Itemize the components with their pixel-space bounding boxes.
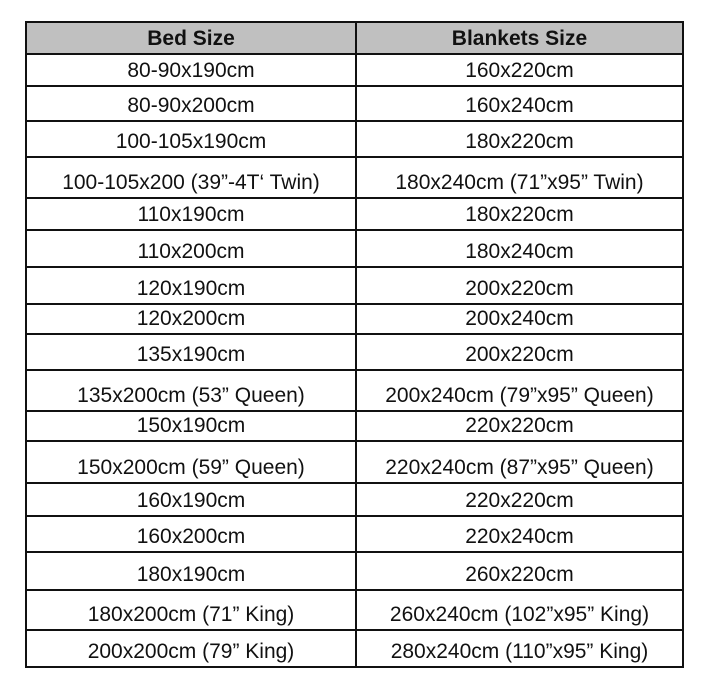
blanket-size-cell: [356, 516, 683, 552]
header-bed-size: Bed Size: [26, 22, 356, 54]
bed-size-text: 100-105x200 (39”-4T‘ Twin): [62, 171, 320, 194]
bed-size-cell: [26, 441, 356, 483]
table-row: [26, 334, 683, 370]
bed-size-cell: [26, 86, 356, 121]
bed-size-text: 80-90x200cm: [127, 94, 255, 117]
bed-size-text: 180x200cm (71” King): [87, 603, 295, 626]
blanket-size-cell: [356, 552, 683, 590]
blanket-size-cell: [356, 590, 683, 630]
bed-size-cell: [26, 483, 356, 516]
table-row: [26, 516, 683, 552]
blanket-size-text: 160x220cm: [465, 59, 574, 82]
bed-size-text: 200x200cm (79” King): [87, 640, 295, 663]
table-row: [26, 86, 683, 121]
bed-size-cell: [26, 552, 356, 590]
bed-size-cell: [26, 370, 356, 411]
bed-size-text: 150x200cm (59” Queen): [77, 456, 305, 479]
blanket-size-text: 180x240cm (71”x95” Twin): [395, 171, 644, 194]
table-row: [26, 198, 683, 230]
bed-size-cell: [26, 198, 356, 230]
bed-size-text: 100-105x190cm: [115, 130, 267, 153]
blanket-size-cell: [356, 334, 683, 370]
table-row: [26, 121, 683, 157]
blanket-size-text: 220x220cm: [465, 414, 574, 437]
table-row: [26, 230, 683, 267]
table-row: [26, 552, 683, 590]
blanket-size-text: 180x220cm: [465, 203, 574, 226]
bed-size-text: 160x190cm: [136, 489, 246, 512]
bed-size-text: 150x190cm: [136, 414, 246, 437]
blanket-size-cell: [356, 157, 683, 198]
bed-size-cell: [26, 54, 356, 86]
bed-size-cell: [26, 630, 356, 667]
table-row: [26, 441, 683, 483]
blanket-size-cell: [356, 483, 683, 516]
blanket-size-cell: [356, 121, 683, 157]
bed-size-cell: [26, 590, 356, 630]
bed-size-text: 160x200cm: [136, 525, 246, 548]
blanket-size-cell: [356, 267, 683, 304]
table-row: [26, 411, 683, 441]
blanket-size-text: 160x240cm: [465, 94, 574, 117]
blanket-size-text: 220x240cm (87”x95” Queen): [385, 456, 654, 479]
blanket-size-text: 200x240cm (79”x95” Queen): [385, 384, 654, 407]
bed-size-cell: [26, 334, 356, 370]
blanket-size-text: 180x220cm: [465, 130, 574, 153]
bed-size-text: 110x190cm: [137, 203, 245, 226]
table-row: [26, 630, 683, 667]
blanket-size-text: 220x220cm: [465, 489, 574, 512]
table-row: [26, 157, 683, 198]
blanket-size-cell: [356, 54, 683, 86]
blanket-size-text: 280x240cm (110”x95” King): [390, 640, 649, 663]
bed-size-text: 120x190cm: [136, 277, 246, 300]
blanket-size-cell: [356, 441, 683, 483]
bed-size-cell: [26, 411, 356, 441]
bed-size-text: 110x200cm: [137, 240, 245, 263]
blanket-size-text: 220x240cm: [465, 525, 574, 548]
header-row: [26, 22, 683, 54]
bed-size-cell: [26, 157, 356, 198]
bed-size-cell: [26, 516, 356, 552]
blanket-size-cell: [356, 411, 683, 441]
blanket-size-text: 200x220cm: [465, 343, 574, 366]
table-row: [26, 370, 683, 411]
bed-size-cell: [26, 121, 356, 157]
bed-size-text: 135x200cm (53” Queen): [77, 384, 305, 407]
table-row: [26, 267, 683, 304]
bed-size-text: 135x190cm: [136, 343, 246, 366]
bed-size-text: 80-90x190cm: [127, 59, 255, 82]
blanket-size-cell: [356, 370, 683, 411]
blanket-size-cell: [356, 630, 683, 667]
table-row: [26, 304, 683, 334]
blanket-size-text: 200x240cm: [465, 307, 574, 330]
blanket-size-text: 260x240cm (102”x95” King): [389, 603, 650, 626]
blanket-size-cell: [356, 304, 683, 334]
table-row: [26, 590, 683, 630]
bed-size-cell: [26, 230, 356, 267]
blanket-size-text: 200x220cm: [465, 277, 574, 300]
bed-size-cell: [26, 267, 356, 304]
blanket-size-cell: [356, 86, 683, 121]
blanket-size-text: 180x240cm: [465, 240, 574, 263]
blanket-size-cell: [356, 198, 683, 230]
header-blankets-size: Blankets Size: [356, 22, 683, 54]
blanket-size-text: 260x220cm: [465, 563, 574, 586]
bed-size-cell: [26, 304, 356, 334]
table-row: [26, 54, 683, 86]
bed-size-text: 120x200cm: [136, 307, 246, 330]
table-row: [26, 483, 683, 516]
blanket-size-cell: [356, 230, 683, 267]
bed-blanket-size-table: [25, 21, 684, 668]
bed-size-text: 180x190cm: [136, 563, 246, 586]
